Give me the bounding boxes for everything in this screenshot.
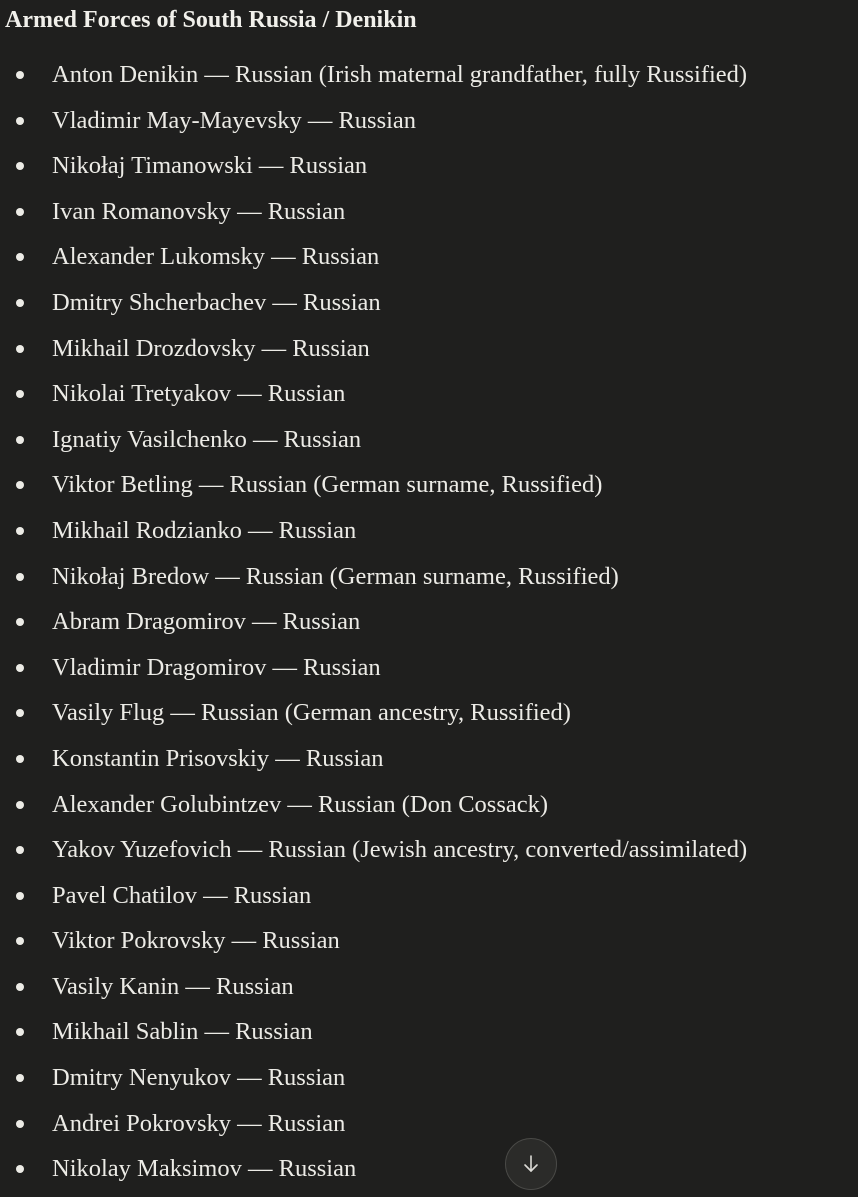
list-item-text: Nikołaj Bredow — Russian (German surname, Russified): [52, 562, 619, 590]
list-item: [0, 782, 747, 828]
bullet-icon: [16, 983, 24, 991]
list-item: [0, 326, 747, 372]
bullet-icon: [16, 345, 24, 353]
list-item-text: Mikhail Rodzianko — Russian: [52, 516, 357, 544]
list-item-text: Vasily Flug — Russian (German ancestry, Russified): [52, 699, 571, 727]
section-heading: Armed Forces of South Russia / Denikin: [5, 7, 417, 33]
bullet-icon: [16, 253, 24, 261]
commander-list: [0, 52, 747, 1192]
list-item-text: Nikolai Tretyakov — Russian: [52, 380, 346, 408]
list-item: [0, 371, 747, 417]
arrow-down-icon: [520, 1153, 542, 1175]
bullet-icon: [16, 573, 24, 581]
list-item: [0, 1101, 747, 1147]
list-item-text: Dmitry Shcherbachev — Russian: [52, 288, 381, 316]
scroll-down-button[interactable]: [505, 1138, 557, 1190]
list-item: [0, 1146, 747, 1192]
list-item: [0, 645, 747, 691]
list-item: [0, 1009, 747, 1055]
list-item-text: Konstantin Prisovskiy — Russian: [52, 744, 384, 772]
bullet-icon: [16, 709, 24, 717]
list-item-text: Viktor Pokrovsky — Russian: [52, 927, 340, 955]
list-item: [0, 52, 747, 98]
bullet-icon: [16, 162, 24, 170]
bullet-icon: [16, 436, 24, 444]
list-item: [0, 462, 747, 508]
bullet-icon: [16, 846, 24, 854]
bullet-icon: [16, 117, 24, 125]
list-item: [0, 143, 747, 189]
list-item-text: Alexander Lukomsky — Russian: [52, 243, 380, 271]
list-item: [0, 1055, 747, 1101]
bullet-icon: [16, 937, 24, 945]
bullet-icon: [16, 755, 24, 763]
list-item-text: Nikołaj Timanowski — Russian: [52, 152, 368, 180]
list-item-text: Mikhail Drozdovsky — Russian: [52, 334, 370, 362]
bullet-icon: [16, 71, 24, 79]
list-item-text: Ignatiy Vasilchenko — Russian: [52, 425, 362, 453]
list-item-text: Dmitry Nenyukov — Russian: [52, 1064, 346, 1092]
list-item: [0, 280, 747, 326]
list-item-text: Viktor Betling — Russian (German surname, Russified): [52, 471, 603, 499]
list-item-text: Ivan Romanovsky — Russian: [52, 197, 346, 225]
bullet-icon: [16, 481, 24, 489]
bullet-icon: [16, 1074, 24, 1082]
list-item: [0, 234, 747, 280]
list-item: [0, 599, 747, 645]
list-item: [0, 873, 747, 919]
list-item: [0, 189, 747, 235]
bullet-icon: [16, 1028, 24, 1036]
bullet-icon: [16, 664, 24, 672]
list-item: [0, 918, 747, 964]
bullet-icon: [16, 801, 24, 809]
list-item-text: Vasily Kanin — Russian: [52, 972, 294, 1000]
list-item: [0, 827, 747, 873]
list-item-text: Alexander Golubintzev — Russian (Don Cossack): [52, 790, 549, 818]
list-item: [0, 98, 747, 144]
list-item-text: Mikhail Sablin — Russian: [52, 1018, 313, 1046]
list-item-text: Nikolay Maksimov — Russian: [52, 1155, 357, 1183]
list-item-text: Vladimir May-Mayevsky — Russian: [52, 106, 417, 134]
list-item-text: Yakov Yuzefovich — Russian (Jewish ancestry, converted/assimilated): [52, 836, 748, 864]
list-item-text: Pavel Chatilov — Russian: [52, 881, 312, 909]
bullet-icon: [16, 208, 24, 216]
bullet-icon: [16, 1120, 24, 1128]
list-item: [0, 690, 747, 736]
list-item: [0, 508, 747, 554]
list-item: [0, 964, 747, 1010]
list-item: [0, 554, 747, 600]
bullet-icon: [16, 527, 24, 535]
bullet-icon: [16, 1165, 24, 1173]
list-item: [0, 736, 747, 782]
bullet-icon: [16, 299, 24, 307]
bullet-icon: [16, 892, 24, 900]
list-item: [0, 417, 747, 463]
bullet-icon: [16, 390, 24, 398]
bullet-icon: [16, 618, 24, 626]
list-item-text: Vladimir Dragomirov — Russian: [52, 653, 381, 681]
list-item-text: Andrei Pokrovsky — Russian: [52, 1109, 346, 1137]
list-item-text: Abram Dragomirov — Russian: [52, 608, 361, 636]
list-item-text: Anton Denikin — Russian (Irish maternal grandfather, fully Russified): [52, 61, 748, 88]
